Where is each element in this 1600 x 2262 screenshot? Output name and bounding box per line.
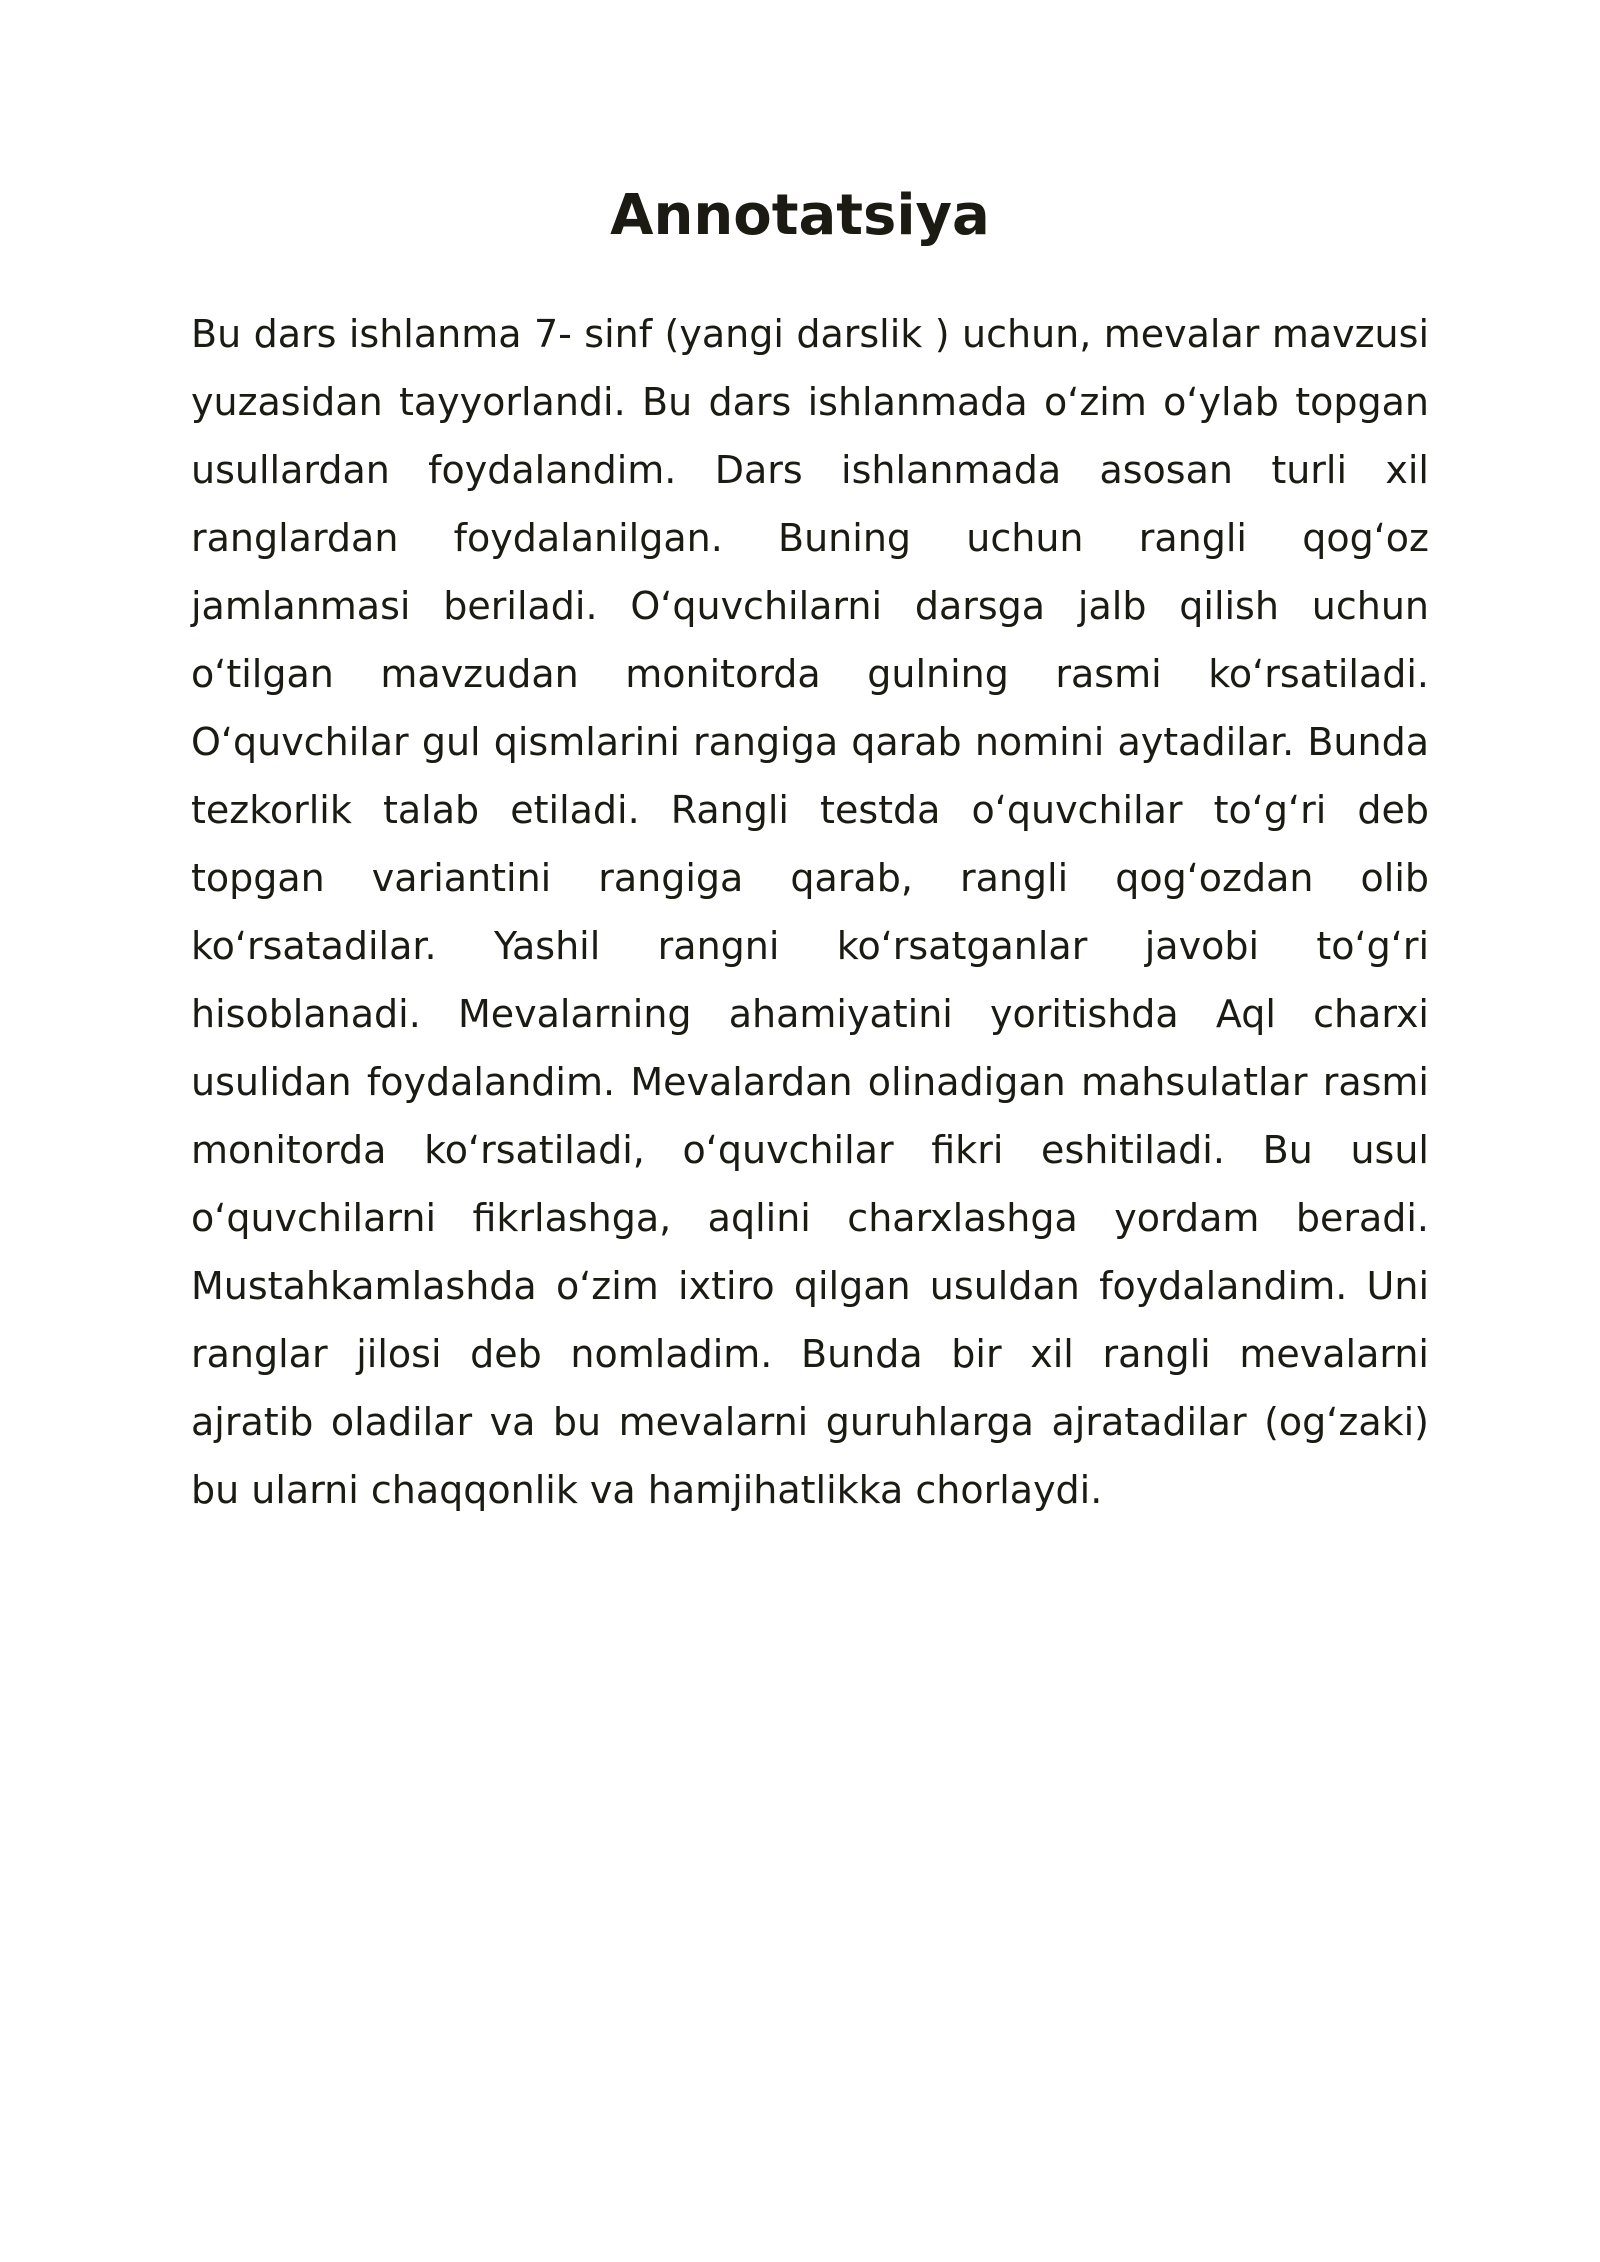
- page-title: Annotatsiya: [610, 183, 990, 248]
- annotation-paragraph: Bu dars ishlanma 7- sinf (yangi darslik ) uchun, mevalar mavzusi yuzasidan tayyorlandi. Bu dars ishlanmada o‘zim o‘ylab topgan usullardan foydalandim. Dars ishlanmada asosan turli xil ranglardan foydalanilgan. Buning uchun rangli qog‘oz jamlanmasi beriladi. O‘quvchilarni darsga jalb qilish uchun o‘tilgan mavzudan monitorda gulning rasmi ko‘rsatiladi. O‘quvchilar gul qismlarini rangiga qarab nomini aytadilar. Bunda tezkorlik talab etiladi. Rangli testda o‘quvchilar to‘g‘ri deb topgan variantini rangiga qarab, rangli qog‘ozdan olib ko‘rsatadilar. Yashil rangni ko‘rsatganlar javobi to‘g‘ri hisoblanadi. Mevalarning ahamiyatini yoritishda Aql charxi usulidan foydalandim. Mevalardan olinadigan mahsulatlar rasmi monitorda ko‘rsatiladi, o‘quvchilar fikri eshitiladi. Bu usul o‘quvchilarni fikrlashga, aqlini charxlashga yordam beradi. Mustahkamlashda o‘zim ixtiro qilgan usuldan foydalandim. Uni ranglar jilosi deb nomladim. Bunda bir xil rangli mevalarni ajratib oladilar va bu mevalarni guruhlarga ajratadilar (og‘zaki) bu ularni chaqqonlik va hamjihatlikka chorlaydi.: [191, 312, 1429, 1512]
